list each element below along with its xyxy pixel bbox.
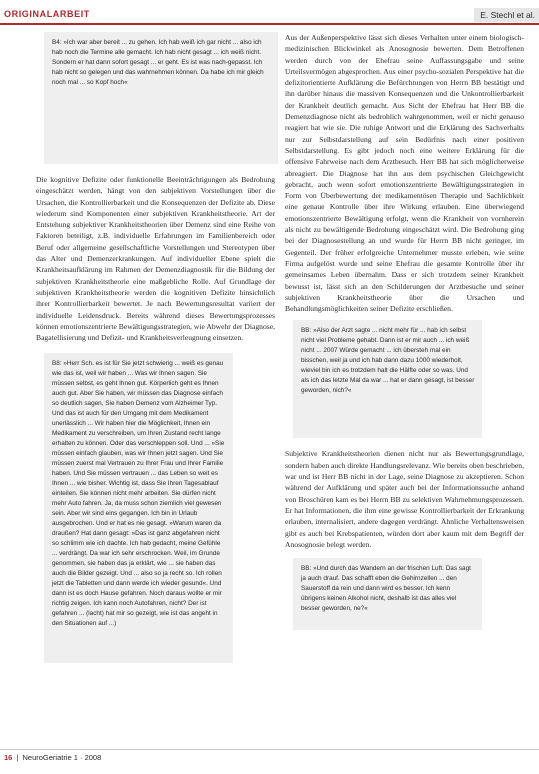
- body-paragraph: Subjektive Krankheitstheorien dienen nicht nur als Bewertungsgrundlage, sondern haben auch direkte Handlungsrelevanz. Wie bereits oben beschrieben, war und ist Herr BB nicht in der Lage, seine Diagnose zu akzeptieren. Schon während der Aufklärung und später auch bei der Informationssuche anhand von Broschüren kam es bei Herrn BB zu selektiven Wahrnehmungsprozessen. Er hat Informationen, die ihm eine gewisse Kontrollierbarkeit der Erkrankung erlauben, internalisiert, andere dagegen verdrängt. Ähnliche Verhaltensweisen gibt es auch bei Krebspatienten, würden dort aber kaum mit dem Begriff der Anosognosie belegt werden.: [285, 449, 524, 549]
- page-number: 16: [4, 753, 13, 762]
- interview-quote: B8: »Herr Sch. es ist für Sie jetzt schwierig ... weiß es genau wie das ist, weil wir haben ... Was wir Ihnen sagen. Sie müssen selbst, es geht Ihnen gut. Körperlich geht es Ihnen auch gut. Aber Sie haben, wir müssen das Diagnose einfach so deutlich sagen, Sie haben Demenz vom Alzheimer Typ. Und das ist auch für den Umgang mit dem Medikament unerlässlich ... Wir haben hier die Möglichkeit, Ihnen ein Medikament zu verschreiben, um Ihren Zustand recht lange erhalten zu können. Oder das verschleppen soll. Und ... »Sie müssen einfach glauben, was wir Ihnen jetzt sagen. Und Sie müssen zuerst mal Vertrauen zu Ihrer Frau und Ihrer Familie haben. Und Sie müssen vertrauen ... das Leben so weit es Ihnen ... wie bisher. Wichtig ist, dass Sie Ihren Tagesablauf einteilen. Sie können nicht mehr arbeiten. Sie dürfen nicht mehr Auto fahren. Ja, da muss schon ziemlich viel gewesen sein. Aber wir sind eins gegangen. Ich bin in Urlaub ausgebrochen. Und er hat es nie gesagt. »Warum waren da draußen? Hat dann gesagt: »Das ist ganz abgefahren nicht so schlimm wie ich dachte. Ich hab gedacht, meine Gefühle ... verdrängt. Da war ich sehr erschrocken. Weil, im Grunde genommen, sie haben das ja erklärt, wie ... sie haben das auch die Bilder gezeigt. Und ... also so ja recht so. Ich rollen jetzt die Tabletten und dann werde ich wieder gesund«. Und dann ist es doch Hause gefahren. Noch daraus wollte er mir richtig zeigen. Ich kann noch Autofahren, nicht? Der ist gefahren ... (lacht) hat mir so gezeigt, wie ist das angeht in den Situationen auf ...): [52, 360, 225, 628]
- section-label: ORIGINALARBEIT: [4, 9, 90, 19]
- page-footer: [4, 750, 101, 766]
- interview-quote-box: [44, 32, 278, 164]
- interview-quote-box: [293, 558, 482, 630]
- page-header: [0, 0, 539, 28]
- journal-name: NeuroGeriatrie 1 · 2008: [22, 753, 102, 762]
- body-paragraph: Die kognitive Defizite oder funktionelle Beeinträchtigungen als Bedrohung eingeschätzt werden, hängt von den subjektiven Vorstellungen über die Ursachen, die Kontrollierbarkeit und die Konsequenzen der Defizite ab. Diese wiederum sind Komponenten einer subjektiven Krankheitstheorie. Art der Entstehung subjektiver Krankheitstheorien über Demenz sind eine Reihe von Faktoren beteiligt, z.B. individuelle Erfahrungen im Familienbereich oder Beruf oder allgemeine gesellschaftliche Vorstellungen und Stereotypen über das Alter und Demenzerkrankungen. Auf individueller Ebene spielt die Krankheitsaufklärung im Rahmen der Demenzdiagnostik für die Bildung der subjektiven Krankheitstheorie eine maßgebliche Rolle. Auf Grundlage der subjektiven Krankheitstheorie werden die kognitiven Defizite hinsichtlich ihrer Kontrollierbarkeit bewertet. Je nach Bewertungsresultat variiert der individuelle Leidensdruck. Bereits während dieses Bewertungsprozesses können emotionszentrierte Bewältigungsstrategien, wie Abwehr der Diagnose, Bagatellisierung und Defizit- und Krankheitsverleugnung einsetzen.: [36, 175, 275, 343]
- right-column: [285, 32, 524, 640]
- interview-quote-box: [293, 320, 482, 438]
- interview-quote: BB: »Also der Arzt sagte ... nicht mehr für ... hab ich selbst nicht viel Probleme gehabt. Dann ist er mir auch ... ich weiß nicht ... 2007 Würde gemacht ... ich übersteh mal ein bisschen, weil ja und ich hab dann dazu 1000 wiederholt, wieviel bin ich es trotzdem halt die Hälfte oder so was. Und als ich das letzte Mal da war ... hat er dann gesagt, ist besser geworden, nich?«: [301, 327, 475, 395]
- interview-quote: B4: »Ich war aber bereit ... zu gehen. Ich hab weiß ich gar nicht ... also ich hab noch die Termine alle gemacht. Ich hab nicht gesagt ... ich weiß nicht. Sondern er hat dann sofort gesagt ... er geht. Es ist was nach-gepasst. Ich hab nicht so gelegen und das wahrnehmen können. Da habe ich mir gleich noch mal ... so Kopf hoch«: [52, 39, 264, 86]
- interview-quote-box: [44, 353, 233, 663]
- header-rule: [0, 23, 539, 25]
- body-paragraph: Aus der Außenperspektive lässt sich dieses Verhalten unter einem biologisch-medizinischen Blickwinkel als Anosognosie bewerten. Dem Betroffenen werden durch von der Ehefrau seine Auffassungsgabe und seine Urteilsvermögen abgesprochen. Aus einer psycho-sozialen Perspektive hat die defizitorientierte Aufklärung die Befürchtungen von Herrn BB bestätigt und ihn darüber hinaus die massiven Konsequenzen und die Unkontrollierbarkeit der Krankheit deutlich gemacht. Aus Sicht der Ehefrau hat Herr BB die Demenzdiagnose nicht als bedrohlich wahrgenommen, weil er nicht genauso reagiert hat wie sie. Die ruhige Antwort und die Erklärung des Sachverhalts nur zur Selbstdarstellung auf sein Bedürfnis nach einer positiven Selbstdarstellung. Es gibt jedoch noch eine weitere Erklärung für die offensive Fahrweise nach dem Arztbesuch. Herr BB hat sich möglicherweise abreagiert. Die Diagnose hat ihn aus dem psychischen Gleichgewicht gebracht, auch wenn sofort emotionszentrierte Bewältigungsstrategien in Form von Überbewertung der medikamentösen Therapie und Sachlichkeit eine genaue Kontrolle über ihre Wirkung erlauben. Eine überwiegend emotionszentrierte Bewältigung erfolgt, wenn die Krankheit von vornherein als nicht zu bewältigende Bedrohung eingeschätzt wird. Die Bedrohung ging bei der Diagnosestellung an und wurde für Herrn BB nicht geringer, im Gegenteil. Der früher erfolgreiche Unternehmer musste erleben, wie seine Firma aufgelöst wurde und seine Ehefrau die gesamte Kontrolle über ihr gemeinsames Leben übernahm. Dass er sich trotzdem seiner Krankheit bewusst ist, lässt sich an den Schilderungen der Arztbesuche und seiner subjektiven Krankheitstheorie über die Ursachen und Behandlungsmöglichkeiten seiner Defizite erschließen.: [285, 33, 524, 314]
- left-column: [36, 32, 275, 673]
- interview-quote: BB: »Und durch das Wandern an der frischen Luft. Das sagt ja auch drauf. Das schafft eben die Gehirnzellen ... den Sauerstoff da rein und dann wird es besser. Ich kenn übrigens keinen Alkohol nicht, deshalb ist das alles viel besser geworden, ne?«: [301, 565, 471, 613]
- footer-separator: |: [16, 753, 19, 762]
- author-tag: E. Stechl et al.: [474, 8, 539, 22]
